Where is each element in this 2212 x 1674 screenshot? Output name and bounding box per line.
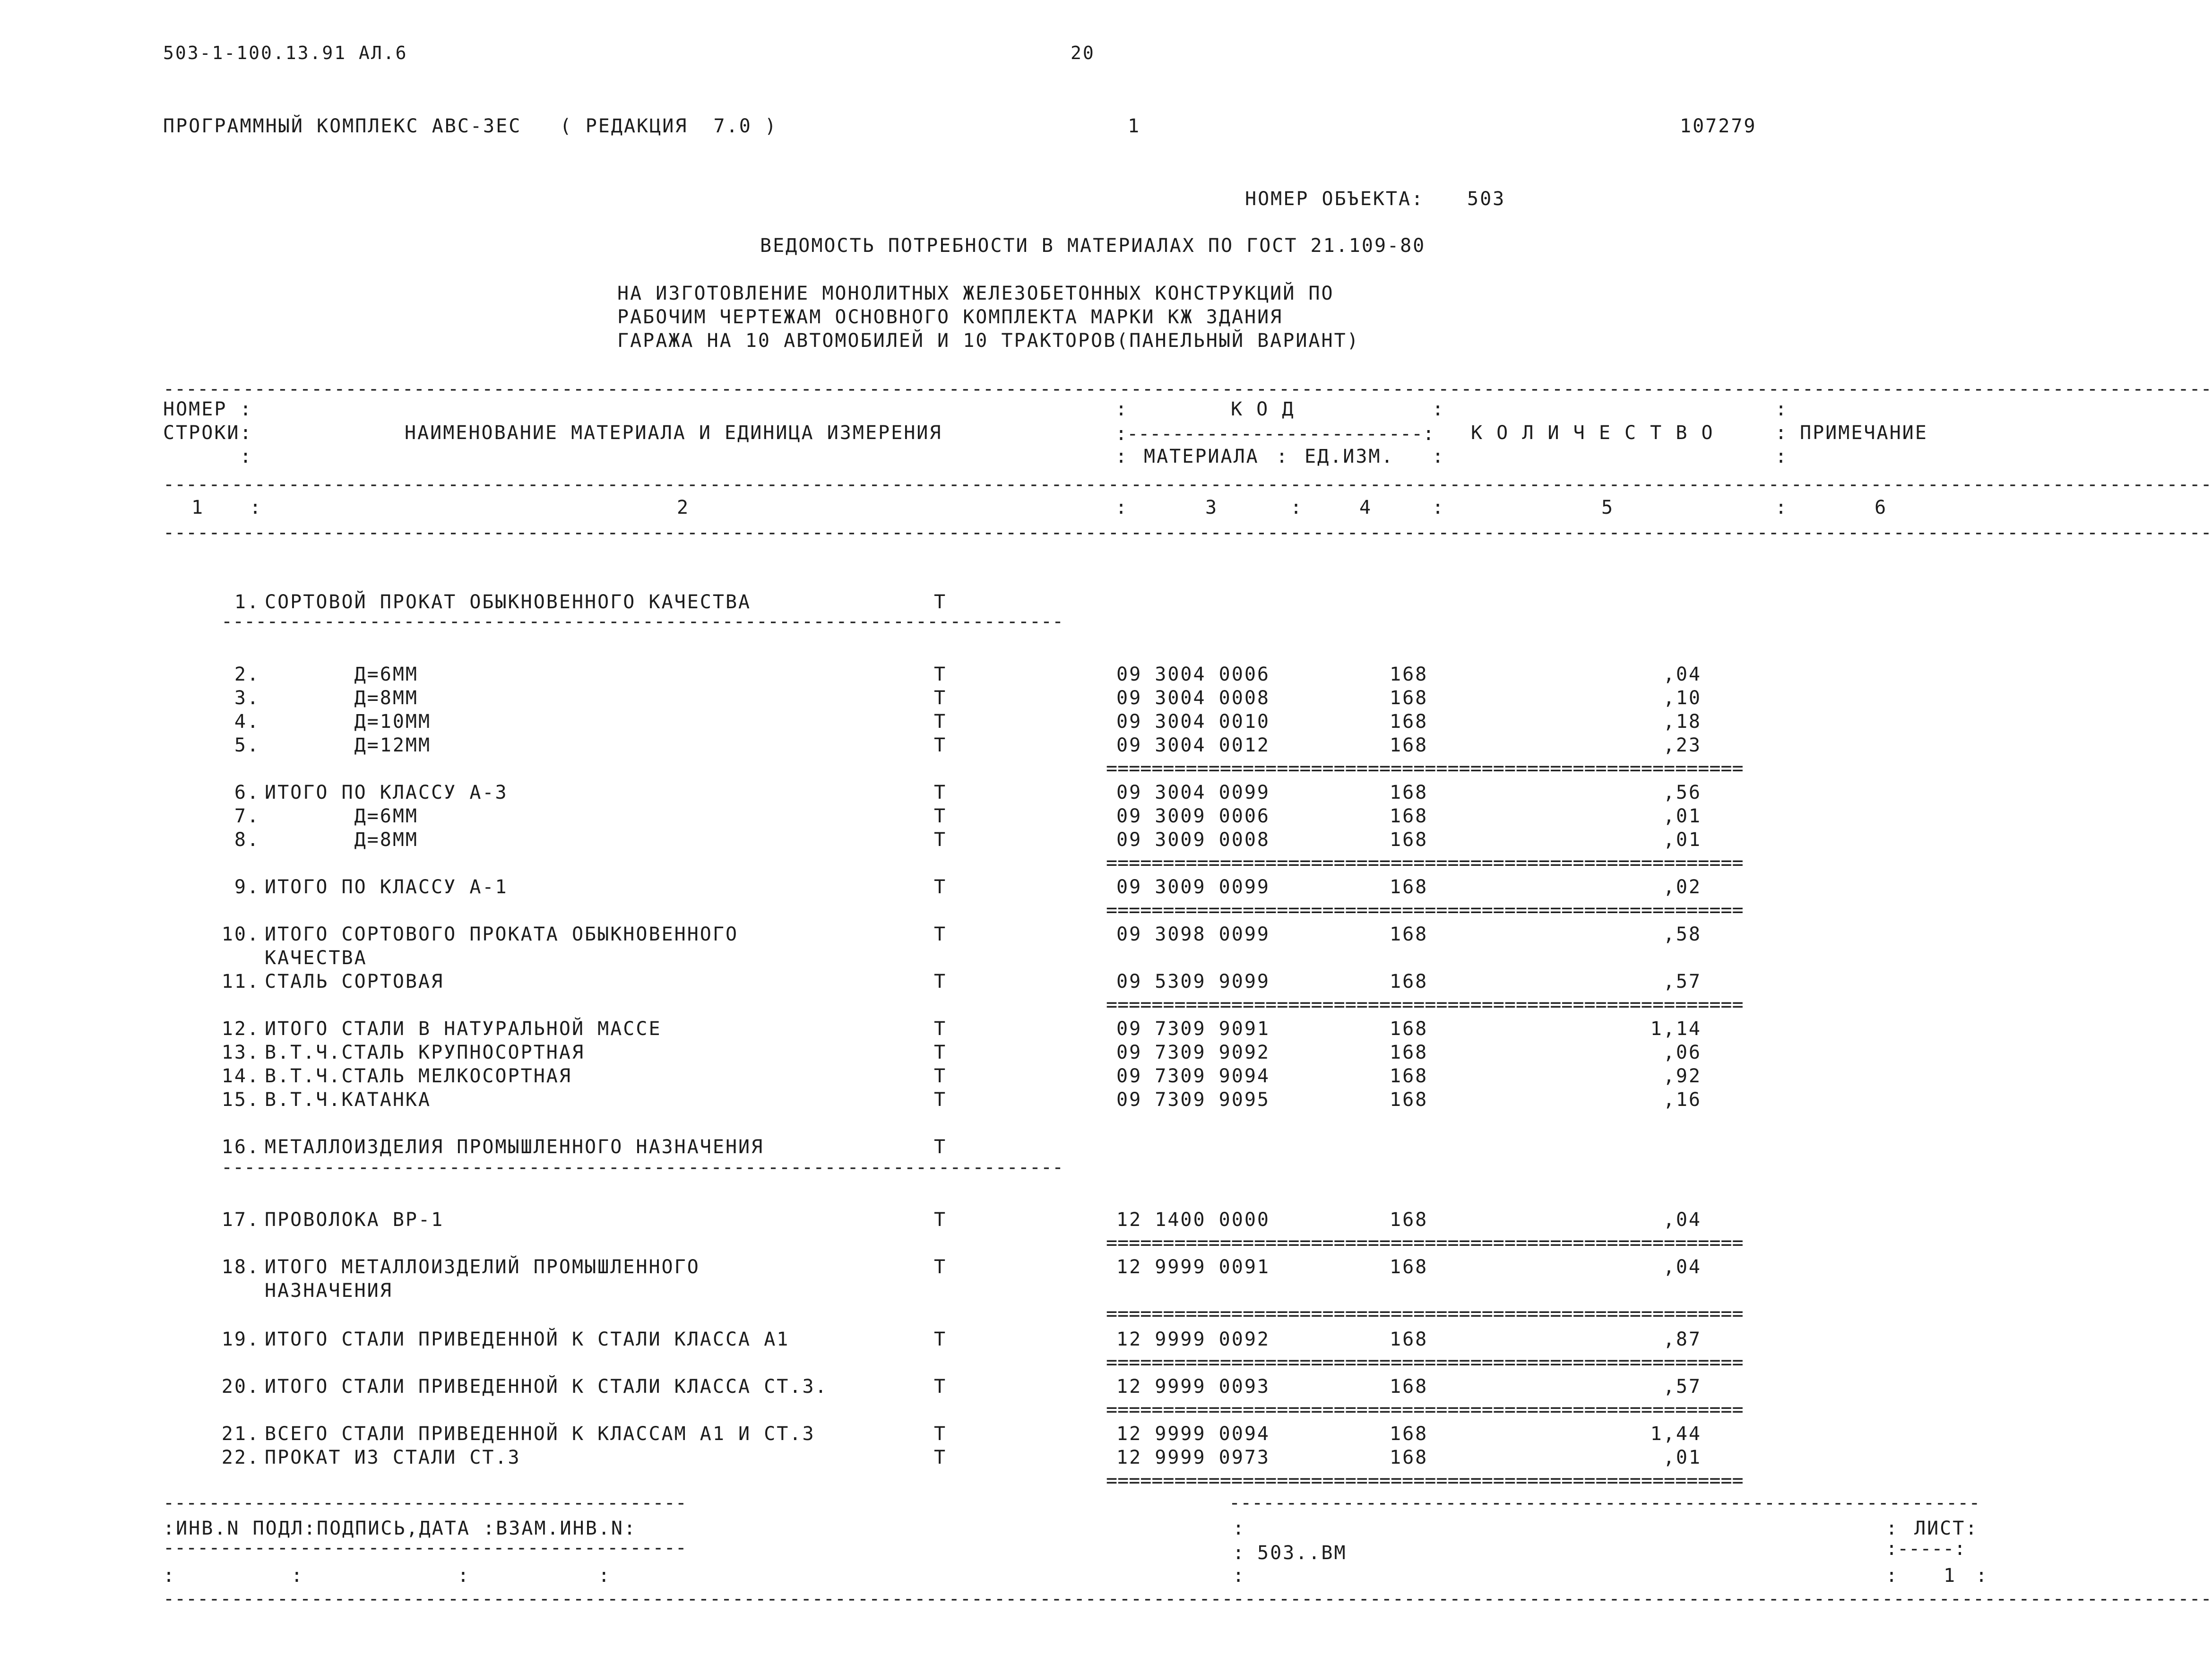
- stamp-empty-cells: : : : :: [163, 1565, 611, 1587]
- row-number: 18.: [221, 1256, 260, 1278]
- row-material-name: В.Т.Ч.КАТАНКА: [265, 1089, 432, 1111]
- row-unit: Т: [934, 1209, 947, 1231]
- row-number: 4.: [234, 711, 260, 733]
- row-material-code: 12 9999 0093: [1116, 1376, 1270, 1398]
- row-material-code: 09 3098 0099: [1116, 923, 1270, 945]
- row-quantity: ,01: [1663, 829, 1702, 851]
- subtitle-line-2: РАБОЧИМ ЧЕРТЕЖАМ ОСНОВНОГО КОМПЛЕКТА МАРКИ КЖ ЗДАНИЯ: [617, 306, 1283, 328]
- row-quantity: ,01: [1663, 805, 1702, 827]
- column-number-sep-2: :: [1115, 497, 1129, 518]
- row-unit: Т: [934, 591, 947, 613]
- column-number-3: 3: [1205, 497, 1218, 518]
- row-quantity: ,04: [1663, 664, 1702, 685]
- row-unit-code: 168: [1390, 805, 1428, 827]
- row-unit-code: 168: [1390, 782, 1428, 803]
- note-column-header: ПРИМЕЧАНИЕ: [1800, 422, 1928, 444]
- note-separator-2: :: [1775, 422, 1789, 444]
- row-unit-code: 168: [1390, 1447, 1428, 1468]
- stamp-separator: :: [1233, 1518, 1246, 1539]
- stamp-separator: :: [1233, 1565, 1246, 1587]
- row-number-header-2: СТРОКИ:: [163, 422, 253, 444]
- subtitle-line-1: НА ИЗГОТОВЛЕНИЕ МОНОЛИТНЫХ ЖЕЛЕЗОБЕТОННЫХ КОНСТРУКЦИЙ ПО: [617, 283, 1334, 304]
- row-material-code: 12 9999 0091: [1116, 1256, 1270, 1278]
- row-unit-code: 168: [1390, 1209, 1428, 1231]
- total-rule: ========================================================: [1106, 1470, 1744, 1492]
- stamp-mid-rule: ----------------------------------------------: [163, 1537, 687, 1559]
- total-rule: ========================================================: [1106, 1303, 1744, 1325]
- row-unit: Т: [934, 1089, 947, 1111]
- row-number: 6.: [234, 782, 260, 803]
- row-material-code: 09 3004 0010: [1116, 711, 1270, 733]
- row-unit: Т: [934, 687, 947, 709]
- row-material-code: 09 3009 0099: [1116, 876, 1270, 898]
- code-column-header: К О Д: [1231, 398, 1295, 420]
- row-material-code: 12 9999 0094: [1116, 1423, 1270, 1445]
- row-unit-code: 168: [1390, 1423, 1428, 1445]
- row-material-name: ПРОКАТ ИЗ СТАЛИ СТ.3: [265, 1447, 521, 1468]
- note-separator-1: :: [1775, 398, 1789, 420]
- row-unit-code: 168: [1390, 1042, 1428, 1063]
- row-material-code: 09 3004 0006: [1116, 664, 1270, 685]
- object-number: 503: [1467, 188, 1506, 210]
- row-quantity: ,10: [1663, 687, 1702, 709]
- row-unit-code: 168: [1390, 1376, 1428, 1398]
- row-material-name: ИТОГО МЕТАЛЛОИЗДЕЛИЙ ПРОМЫШЛЕННОГО: [265, 1256, 700, 1278]
- row-material-name: В.Т.Ч.СТАЛЬ КРУПНОСОРТНАЯ: [265, 1042, 585, 1063]
- row-quantity: ,04: [1663, 1256, 1702, 1278]
- row-unit: Т: [934, 1376, 947, 1398]
- row-unit: Т: [934, 1065, 947, 1087]
- row-number-header-3: :: [163, 446, 253, 467]
- row-unit: Т: [934, 805, 947, 827]
- stamp-labels: :ИНВ.N ПОДЛ:ПОДПИСЬ,ДАТА :ВЗАМ.ИНВ.N:: [163, 1518, 637, 1539]
- row-unit: Т: [934, 1042, 947, 1063]
- row-unit: Т: [934, 923, 947, 945]
- row-unit-code: 168: [1390, 971, 1428, 992]
- row-unit-code: 168: [1390, 1018, 1428, 1040]
- row-quantity: ,02: [1663, 876, 1702, 898]
- row-material-name: ИТОГО СТАЛИ ПРИВЕДЕННОЙ К СТАЛИ КЛАССА СТ.3.: [265, 1376, 828, 1398]
- column-number-sep-1: :: [250, 497, 263, 518]
- code-separator-bottom: :: [1115, 446, 1129, 467]
- row-quantity: ,58: [1663, 923, 1702, 945]
- total-rule: ========================================================: [1106, 994, 1744, 1016]
- code-material-header: МАТЕРИАЛА: [1144, 446, 1259, 467]
- row-unit-code: 168: [1390, 734, 1428, 756]
- row-quantity: ,04: [1663, 1209, 1702, 1231]
- row-quantity: ,92: [1663, 1065, 1702, 1087]
- row-unit-code: 168: [1390, 687, 1428, 709]
- row-material-name: ИТОГО ПО КЛАССУ А-3: [265, 782, 508, 803]
- total-rule: ========================================================: [1106, 899, 1744, 921]
- row-material-name-continued: КАЧЕСТВА: [265, 947, 367, 969]
- row-unit: Т: [934, 782, 947, 803]
- row-number-header-1: НОМЕР :: [163, 398, 253, 420]
- section-underline: --------------------------------------------------------------------------: [221, 1156, 1064, 1178]
- column-number-5: 5: [1601, 497, 1615, 518]
- row-material-code: 09 3004 0099: [1116, 782, 1270, 803]
- sheet-number-prefix: :: [1886, 1565, 1899, 1587]
- page-marker: 20: [1071, 43, 1095, 63]
- row-material-name: В.Т.Ч.СТАЛЬ МЕЛКОСОРТНАЯ: [265, 1065, 572, 1087]
- row-material-code: 09 7309 9091: [1116, 1018, 1270, 1040]
- row-material-name: СОРТОВОЙ ПРОКАТ ОБЫКНОВЕННОГО КАЧЕСТВА: [265, 591, 752, 613]
- row-unit: Т: [934, 876, 947, 898]
- code-separator-left: :: [1115, 398, 1129, 420]
- row-material-name: ИТОГО СТАЛИ ПРИВЕДЕННОЙ К СТАЛИ КЛАССА А1: [265, 1329, 790, 1350]
- row-number: 7.: [234, 805, 260, 827]
- column-number-sep-3: :: [1290, 497, 1304, 518]
- row-unit: Т: [934, 734, 947, 756]
- row-unit-code: 168: [1390, 923, 1428, 945]
- row-number: 20.: [221, 1376, 260, 1398]
- header-bottom-rule: ------------------------------------------------------------------------------------------------------------------------------------------------------------------------------------: [163, 522, 2212, 544]
- code-separator-bottom-right: :: [1432, 446, 1445, 467]
- row-material-code: 09 5309 9099: [1116, 971, 1270, 992]
- quantity-column-header: К О Л И Ч Е С Т В О: [1471, 422, 1714, 444]
- row-unit-code: 168: [1390, 1065, 1428, 1087]
- row-number: 10.: [221, 923, 260, 945]
- row-number: 13.: [221, 1042, 260, 1063]
- row-number: 21.: [221, 1423, 260, 1445]
- row-quantity: ,57: [1663, 1376, 1702, 1398]
- column-number-sep-4: :: [1432, 497, 1445, 518]
- row-unit-code: 168: [1390, 711, 1428, 733]
- row-number: 8.: [234, 829, 260, 851]
- row-number: 1.: [234, 591, 260, 613]
- row-material-code: 09 7309 9092: [1116, 1042, 1270, 1063]
- row-unit-code: 168: [1390, 876, 1428, 898]
- row-material-name: Д=10ММ: [265, 711, 432, 733]
- row-unit: Т: [934, 1423, 947, 1445]
- row-unit: Т: [934, 1136, 947, 1158]
- sheet-label-prefix: :: [1886, 1518, 1899, 1539]
- row-number: 19.: [221, 1329, 260, 1350]
- row-material-code: 09 7309 9095: [1116, 1089, 1270, 1111]
- row-number: 11.: [221, 971, 260, 992]
- row-material-name: СТАЛЬ СОРТОВАЯ: [265, 971, 444, 992]
- row-number: 15.: [221, 1089, 260, 1111]
- row-unit: Т: [934, 1018, 947, 1040]
- row-quantity: ,18: [1663, 711, 1702, 733]
- sheet-number: 1: [1944, 1565, 1957, 1587]
- total-rule: ========================================================: [1106, 1232, 1744, 1254]
- row-material-name: ИТОГО СОРТОВОГО ПРОКАТА ОБЫКНОВЕННОГО: [265, 923, 739, 945]
- row-material-name: Д=6ММ: [265, 664, 418, 685]
- row-number: 12.: [221, 1018, 260, 1040]
- row-unit: Т: [934, 711, 947, 733]
- stamp-top-rule-left: ----------------------------------------------: [163, 1492, 687, 1514]
- row-material-name: ПРОВОЛОКА ВР-1: [265, 1209, 444, 1231]
- row-quantity: ,06: [1663, 1042, 1702, 1063]
- row-quantity: 1,14: [1650, 1018, 1702, 1040]
- row-unit-code: 168: [1390, 829, 1428, 851]
- row-material-name: ВСЕГО СТАЛИ ПРИВЕДЕННОЙ К КЛАССАМ А1 И СТ.3: [265, 1423, 815, 1445]
- row-material-name: Д=6ММ: [265, 805, 418, 827]
- row-unit: Т: [934, 1256, 947, 1278]
- row-unit-code: 168: [1390, 664, 1428, 685]
- sheet-label: ЛИСТ:: [1914, 1518, 1979, 1539]
- row-quantity: ,23: [1663, 734, 1702, 756]
- row-unit-code: 168: [1390, 1256, 1428, 1278]
- sheet-code: 503..ВМ: [1257, 1542, 1347, 1564]
- row-unit-code: 168: [1390, 1329, 1428, 1350]
- row-quantity: ,56: [1663, 782, 1702, 803]
- stamp-bottom-rule: ------------------------------------------------------------------------------------------------------------------------------------------------------------------------------------: [163, 1588, 2212, 1610]
- row-quantity: ,01: [1663, 1447, 1702, 1468]
- row-material-name: Д=8ММ: [265, 687, 418, 709]
- row-unit-code: 168: [1390, 1089, 1428, 1111]
- row-material-name: МЕТАЛЛОИЗДЕЛИЯ ПРОМЫШЛЕННОГО НАЗНАЧЕНИЯ: [265, 1136, 764, 1158]
- total-rule: ========================================================: [1106, 758, 1744, 779]
- code-separator-right: :: [1432, 398, 1445, 420]
- row-unit: Т: [934, 1329, 947, 1350]
- column-number-1: 1: [191, 497, 205, 518]
- total-rule: ========================================================: [1106, 1352, 1744, 1373]
- row-material-code: 09 7309 9094: [1116, 1065, 1270, 1087]
- column-number-2: 2: [677, 497, 690, 518]
- row-unit: Т: [934, 664, 947, 685]
- row-quantity: ,57: [1663, 971, 1702, 992]
- total-rule: ========================================================: [1106, 1399, 1744, 1421]
- row-number: 9.: [234, 876, 260, 898]
- row-material-name: ИТОГО СТАЛИ В НАТУРАЛЬНОЙ МАССЕ: [265, 1018, 662, 1040]
- row-material-name: Д=12ММ: [265, 734, 432, 756]
- row-unit: Т: [934, 1447, 947, 1468]
- column-number-4: 4: [1359, 497, 1373, 518]
- document-code: 503-1-100.13.91 АЛ.6: [163, 43, 408, 63]
- note-separator-3: :: [1775, 446, 1789, 467]
- sheet-label-rule: :-----:: [1886, 1538, 1966, 1560]
- row-number: 17.: [221, 1209, 260, 1231]
- row-unit: Т: [934, 829, 947, 851]
- row-unit: Т: [934, 971, 947, 992]
- total-rule: ========================================================: [1106, 852, 1744, 874]
- column-number-sep-5: :: [1775, 497, 1789, 518]
- program-name: ПРОГРАММНЫЙ КОМПЛЕКС АВС-3ЕС ( РЕДАКЦИЯ 7.0 ): [163, 115, 778, 137]
- row-quantity: ,16: [1663, 1089, 1702, 1111]
- stamp-top-rule-right: ------------------------------------------------------------------: [1229, 1492, 1980, 1514]
- row-quantity: 1,44: [1650, 1423, 1702, 1445]
- section-underline: --------------------------------------------------------------------------: [221, 611, 1064, 632]
- row-material-code: 12 9999 0973: [1116, 1447, 1270, 1468]
- header-top-rule: ------------------------------------------------------------------------------------------------------------------------------------------------------------------------------------: [163, 378, 2212, 400]
- column-number-6: 6: [1875, 497, 1888, 518]
- program-page: 1: [1128, 115, 1141, 137]
- header-mid-rule: ------------------------------------------------------------------------------------------------------------------------------------------------------------------------------------: [163, 474, 2212, 495]
- row-material-code: 09 3004 0012: [1116, 734, 1270, 756]
- row-material-name: ИТОГО ПО КЛАССУ А-1: [265, 876, 508, 898]
- document-title: ВЕДОМОСТЬ ПОТРЕБНОСТИ В МАТЕРИАЛАХ ПО ГОСТ 21.109-80: [760, 235, 1426, 257]
- row-material-code: 09 3009 0008: [1116, 829, 1270, 851]
- row-material-code: 09 3004 0008: [1116, 687, 1270, 709]
- object-label: НОМЕР ОБЪЕКТА:: [1245, 188, 1425, 210]
- row-material-code: 12 1400 0000: [1116, 1209, 1270, 1231]
- row-material-name: Д=8ММ: [265, 829, 418, 851]
- row-material-code: 12 9999 0092: [1116, 1329, 1270, 1350]
- program-number: 107279: [1680, 115, 1757, 137]
- code-subseparator: :: [1276, 446, 1289, 467]
- code-header-rule: :--------------------------:: [1115, 423, 1434, 445]
- row-number: 22.: [221, 1447, 260, 1468]
- row-material-code: 09 3009 0006: [1116, 805, 1270, 827]
- row-material-name-continued: НАЗНАЧЕНИЯ: [265, 1280, 393, 1302]
- code-unit-header: ЕД.ИЗМ.: [1305, 446, 1394, 467]
- name-column-header: НАИМЕНОВАНИЕ МАТЕРИАЛА И ЕДИНИЦА ИЗМЕРЕНИЯ: [405, 422, 942, 444]
- row-number: 5.: [234, 734, 260, 756]
- stamp-separator: :: [1233, 1542, 1246, 1564]
- row-number: 16.: [221, 1136, 260, 1158]
- row-number: 3.: [234, 687, 260, 709]
- sheet-number-suffix: :: [1976, 1565, 1989, 1587]
- row-number: 2.: [234, 664, 260, 685]
- row-number: 14.: [221, 1065, 260, 1087]
- subtitle-line-3: ГАРАЖА НА 10 АВТОМОБИЛЕЙ И 10 ТРАКТОРОВ(ПАНЕЛЬНЫЙ ВАРИАНТ): [617, 330, 1360, 352]
- row-quantity: ,87: [1663, 1329, 1702, 1350]
